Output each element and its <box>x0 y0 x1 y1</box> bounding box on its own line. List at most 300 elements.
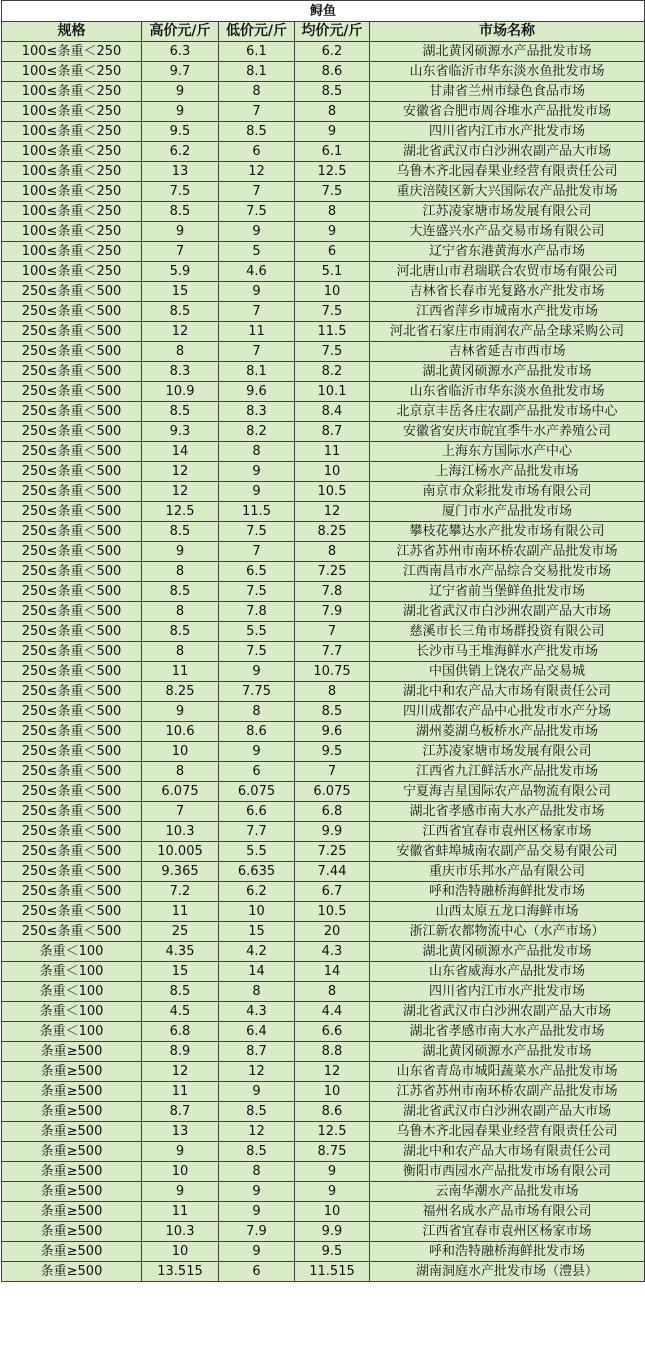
table-row <box>2 382 645 402</box>
cell-market-name: 辽宁省前当堡鲜鱼批发市场 <box>370 582 645 602</box>
cell-high-price: 6.075 <box>142 782 219 802</box>
cell-high-price: 9 <box>142 102 219 122</box>
cell-spec: 条重≥500 <box>2 1042 142 1062</box>
cell-market-name: 湖北省武汉市白沙洲农副产品大市场 <box>370 1002 645 1022</box>
cell-low-price: 7 <box>219 342 295 362</box>
cell-low-price: 7.5 <box>219 582 295 602</box>
cell-low-price: 11 <box>219 322 295 342</box>
cell-avg-price: 8 <box>295 542 370 562</box>
cell-high-price: 10.3 <box>142 1222 219 1242</box>
cell-avg-price: 8.5 <box>295 82 370 102</box>
cell-spec: 250≤条重＜500 <box>2 522 142 542</box>
cell-low-price: 8.7 <box>219 1042 295 1062</box>
cell-avg-price: 6.6 <box>295 1022 370 1042</box>
cell-avg-price: 8 <box>295 982 370 1002</box>
cell-spec: 条重≥500 <box>2 1162 142 1182</box>
cell-high-price: 13 <box>142 1122 219 1142</box>
cell-spec: 250≤条重＜500 <box>2 282 142 302</box>
table-row <box>2 862 645 882</box>
cell-low-price: 9 <box>219 662 295 682</box>
cell-spec: 100≤条重＜250 <box>2 142 142 162</box>
cell-high-price: 8.5 <box>142 522 219 542</box>
cell-low-price: 8.2 <box>219 422 295 442</box>
table-row <box>2 62 645 82</box>
cell-low-price: 6 <box>219 142 295 162</box>
cell-low-price: 8 <box>219 82 295 102</box>
cell-low-price: 7 <box>219 542 295 562</box>
cell-spec: 250≤条重＜500 <box>2 582 142 602</box>
cell-low-price: 6.635 <box>219 862 295 882</box>
cell-market-name: 山东省临沂市华东淡水鱼批发市场 <box>370 62 645 82</box>
cell-low-price: 9 <box>219 1242 295 1262</box>
table-row <box>2 562 645 582</box>
cell-low-price: 9 <box>219 742 295 762</box>
cell-spec: 250≤条重＜500 <box>2 802 142 822</box>
cell-market-name: 呼和浩特融桥海鲜批发市场 <box>370 1242 645 1262</box>
cell-avg-price: 10.75 <box>295 662 370 682</box>
cell-market-name: 江西省宜春市袁州区杨家市场 <box>370 822 645 842</box>
cell-market-name: 湖北省武汉市白沙洲农副产品大市场 <box>370 1102 645 1122</box>
cell-spec: 250≤条重＜500 <box>2 882 142 902</box>
cell-low-price: 8.1 <box>219 62 295 82</box>
cell-spec: 100≤条重＜250 <box>2 242 142 262</box>
table-row <box>2 602 645 622</box>
cell-low-price: 9 <box>219 1082 295 1102</box>
cell-market-name: 湖北省武汉市白沙洲农副产品大市场 <box>370 602 645 622</box>
cell-spec: 250≤条重＜500 <box>2 722 142 742</box>
cell-spec: 条重＜100 <box>2 962 142 982</box>
table-row <box>2 482 645 502</box>
cell-high-price: 6.3 <box>142 42 219 62</box>
cell-avg-price: 10 <box>295 1202 370 1222</box>
cell-high-price: 15 <box>142 962 219 982</box>
cell-market-name: 湖北省孝感市南大水产品批发市场 <box>370 802 645 822</box>
cell-high-price: 9.3 <box>142 422 219 442</box>
cell-market-name: 河北省石家庄市雨润农产品全球采购公司 <box>370 322 645 342</box>
cell-high-price: 9 <box>142 1142 219 1162</box>
cell-market-name: 上海东方国际水产中心 <box>370 442 645 462</box>
cell-low-price: 8 <box>219 1162 295 1182</box>
cell-high-price: 12 <box>142 462 219 482</box>
cell-spec: 条重≥500 <box>2 1202 142 1222</box>
cell-high-price: 7 <box>142 242 219 262</box>
cell-market-name: 重庆涪陵区新大兴国际农产品批发市场 <box>370 182 645 202</box>
cell-spec: 250≤条重＜500 <box>2 502 142 522</box>
header-high-price: 高价元/斤 <box>142 22 219 42</box>
cell-spec: 250≤条重＜500 <box>2 462 142 482</box>
cell-spec: 100≤条重＜250 <box>2 82 142 102</box>
table-row <box>2 1122 645 1142</box>
cell-spec: 条重≥500 <box>2 1262 142 1282</box>
table-row <box>2 1102 645 1122</box>
cell-market-name: 山西太原五龙口海鲜市场 <box>370 902 645 922</box>
cell-avg-price: 4.4 <box>295 1002 370 1022</box>
cell-avg-price: 10.5 <box>295 482 370 502</box>
cell-spec: 条重＜100 <box>2 982 142 1002</box>
cell-low-price: 5.5 <box>219 842 295 862</box>
cell-spec: 250≤条重＜500 <box>2 402 142 422</box>
cell-market-name: 江苏省苏州市南环桥农副产品批发市场 <box>370 1082 645 1102</box>
cell-market-name: 湖北省孝感市南大水产品批发市场 <box>370 1022 645 1042</box>
cell-low-price: 7.5 <box>219 202 295 222</box>
cell-high-price: 8 <box>142 562 219 582</box>
cell-spec: 250≤条重＜500 <box>2 642 142 662</box>
cell-market-name: 河北唐山市君瑞联合农贸市场有限公司 <box>370 262 645 282</box>
cell-avg-price: 7.5 <box>295 182 370 202</box>
table-row <box>2 282 645 302</box>
cell-high-price: 25 <box>142 922 219 942</box>
cell-avg-price: 9 <box>295 222 370 242</box>
cell-high-price: 15 <box>142 282 219 302</box>
table-row <box>2 42 645 62</box>
cell-high-price: 8.7 <box>142 1102 219 1122</box>
header-low-price: 低价元/斤 <box>219 22 295 42</box>
cell-market-name: 上海江杨水产品批发市场 <box>370 462 645 482</box>
cell-market-name: 北京京丰岳各庄农副产品批发市场中心 <box>370 402 645 422</box>
cell-market-name: 中国供销上饶农产品交易城 <box>370 662 645 682</box>
cell-spec: 100≤条重＜250 <box>2 62 142 82</box>
cell-spec: 250≤条重＜500 <box>2 342 142 362</box>
cell-high-price: 11 <box>142 1202 219 1222</box>
cell-high-price: 8.5 <box>142 982 219 1002</box>
cell-high-price: 5.9 <box>142 262 219 282</box>
table-row <box>2 1202 645 1222</box>
cell-avg-price: 9 <box>295 1182 370 1202</box>
cell-spec: 条重≥500 <box>2 1062 142 1082</box>
cell-high-price: 10.3 <box>142 822 219 842</box>
cell-spec: 250≤条重＜500 <box>2 442 142 462</box>
cell-low-price: 6.5 <box>219 562 295 582</box>
table-row <box>2 882 645 902</box>
cell-avg-price: 10 <box>295 1082 370 1102</box>
cell-spec: 250≤条重＜500 <box>2 762 142 782</box>
cell-market-name: 攀枝花攀达水产批发市场有限公司 <box>370 522 645 542</box>
cell-spec: 100≤条重＜250 <box>2 202 142 222</box>
cell-avg-price: 8.8 <box>295 1042 370 1062</box>
cell-high-price: 12 <box>142 1062 219 1082</box>
cell-spec: 条重≥500 <box>2 1122 142 1142</box>
cell-low-price: 9 <box>219 1202 295 1222</box>
cell-spec: 条重≥500 <box>2 1242 142 1262</box>
cell-high-price: 11 <box>142 1082 219 1102</box>
cell-low-price: 7.7 <box>219 822 295 842</box>
table-row <box>2 782 645 802</box>
table-row <box>2 362 645 382</box>
cell-spec: 条重≥500 <box>2 1082 142 1102</box>
table-row <box>2 462 645 482</box>
cell-high-price: 7.5 <box>142 182 219 202</box>
cell-market-name: 江苏凌家塘市场发展有限公司 <box>370 202 645 222</box>
cell-low-price: 12 <box>219 162 295 182</box>
cell-market-name: 湖州菱湖乌板桥水产品批发市场 <box>370 722 645 742</box>
cell-spec: 100≤条重＜250 <box>2 262 142 282</box>
cell-market-name: 甘肃省兰州市绿色食品市场 <box>370 82 645 102</box>
cell-market-name: 安徽省合肥市周谷堆水产品批发市场 <box>370 102 645 122</box>
cell-low-price: 12 <box>219 1062 295 1082</box>
cell-market-name: 重庆市乐邦水产品有限公司 <box>370 862 645 882</box>
cell-spec: 250≤条重＜500 <box>2 302 142 322</box>
cell-market-name: 江苏凌家塘市场发展有限公司 <box>370 742 645 762</box>
cell-low-price: 7 <box>219 102 295 122</box>
cell-avg-price: 14 <box>295 962 370 982</box>
cell-market-name: 江苏省苏州市南环桥农副产品批发市场 <box>370 542 645 562</box>
cell-high-price: 10 <box>142 1242 219 1262</box>
cell-market-name: 福州名成水产品市场有限公司 <box>370 1202 645 1222</box>
cell-avg-price: 6.2 <box>295 42 370 62</box>
cell-avg-price: 8.6 <box>295 1102 370 1122</box>
cell-market-name: 乌鲁木齐北园春果业经营有限责任公司 <box>370 1122 645 1142</box>
cell-low-price: 9 <box>219 1182 295 1202</box>
cell-low-price: 8.6 <box>219 722 295 742</box>
cell-spec: 250≤条重＜500 <box>2 542 142 562</box>
cell-avg-price: 6 <box>295 242 370 262</box>
table-row <box>2 682 645 702</box>
cell-high-price: 4.35 <box>142 942 219 962</box>
cell-spec: 100≤条重＜250 <box>2 102 142 122</box>
cell-avg-price: 12 <box>295 1062 370 1082</box>
cell-avg-price: 5.1 <box>295 262 370 282</box>
table-body <box>2 42 645 1282</box>
cell-market-name: 长沙市马王堆海鲜水产批发市场 <box>370 642 645 662</box>
cell-high-price: 7.2 <box>142 882 219 902</box>
cell-market-name: 南京市众彩批发市场有限公司 <box>370 482 645 502</box>
cell-low-price: 9 <box>219 462 295 482</box>
cell-avg-price: 7.7 <box>295 642 370 662</box>
cell-high-price: 7 <box>142 802 219 822</box>
cell-low-price: 6 <box>219 762 295 782</box>
cell-high-price: 9 <box>142 222 219 242</box>
cell-high-price: 9 <box>142 542 219 562</box>
cell-low-price: 9 <box>219 222 295 242</box>
cell-avg-price: 12 <box>295 502 370 522</box>
cell-market-name: 湖北中和农产品大市场有限责任公司 <box>370 1142 645 1162</box>
cell-market-name: 江西省宜春市袁州区杨家市场 <box>370 1222 645 1242</box>
table-row <box>2 542 645 562</box>
table-row <box>2 102 645 122</box>
cell-spec: 250≤条重＜500 <box>2 782 142 802</box>
table-row <box>2 202 645 222</box>
cell-avg-price: 7.5 <box>295 342 370 362</box>
cell-spec: 250≤条重＜500 <box>2 482 142 502</box>
cell-avg-price: 7 <box>295 762 370 782</box>
cell-avg-price: 8.6 <box>295 62 370 82</box>
table-row <box>2 262 645 282</box>
cell-market-name: 江西省九江鲜活水产品批发市场 <box>370 762 645 782</box>
cell-high-price: 13.515 <box>142 1262 219 1282</box>
cell-avg-price: 9.5 <box>295 742 370 762</box>
cell-avg-price: 7.8 <box>295 582 370 602</box>
cell-high-price: 8 <box>142 642 219 662</box>
cell-high-price: 9 <box>142 1182 219 1202</box>
table-row <box>2 1082 645 1102</box>
cell-high-price: 8.9 <box>142 1042 219 1062</box>
cell-spec: 100≤条重＜250 <box>2 42 142 62</box>
cell-avg-price: 4.3 <box>295 942 370 962</box>
cell-market-name: 江西南昌市水产品综合交易批发市场 <box>370 562 645 582</box>
cell-market-name: 山东省临沂市华东淡水鱼批发市场 <box>370 382 645 402</box>
price-table <box>1 0 645 1282</box>
cell-market-name: 湖北黄冈硕源水产品批发市场 <box>370 42 645 62</box>
cell-avg-price: 12.5 <box>295 162 370 182</box>
cell-avg-price: 10 <box>295 282 370 302</box>
cell-avg-price: 8.2 <box>295 362 370 382</box>
cell-market-name: 山东省青岛市城阳蔬菜水产品批发市场 <box>370 1062 645 1082</box>
cell-high-price: 8.5 <box>142 582 219 602</box>
cell-low-price: 5 <box>219 242 295 262</box>
cell-low-price: 5.5 <box>219 622 295 642</box>
cell-high-price: 8.25 <box>142 682 219 702</box>
cell-market-name: 大连盛兴水产品交易市场有限公司 <box>370 222 645 242</box>
table-row <box>2 182 645 202</box>
cell-low-price: 6.1 <box>219 42 295 62</box>
table-row <box>2 622 645 642</box>
cell-market-name: 四川省内江市水产批发市场 <box>370 122 645 142</box>
cell-spec: 250≤条重＜500 <box>2 742 142 762</box>
table-row <box>2 442 645 462</box>
cell-market-name: 湖南洞庭水产批发市场（澧县） <box>370 1262 645 1282</box>
cell-avg-price: 6.7 <box>295 882 370 902</box>
cell-low-price: 9.6 <box>219 382 295 402</box>
cell-spec: 100≤条重＜250 <box>2 122 142 142</box>
cell-market-name: 湖北黄冈硕源水产品批发市场 <box>370 942 645 962</box>
table-row <box>2 922 645 942</box>
cell-avg-price: 10.1 <box>295 382 370 402</box>
table-title: 鲟鱼 <box>2 1 645 22</box>
cell-avg-price: 6.075 <box>295 782 370 802</box>
cell-spec: 250≤条重＜500 <box>2 682 142 702</box>
cell-avg-price: 9 <box>295 1162 370 1182</box>
cell-low-price: 7.5 <box>219 642 295 662</box>
cell-spec: 250≤条重＜500 <box>2 322 142 342</box>
table-row <box>2 1022 645 1042</box>
cell-market-name: 四川成都农产品中心批发市水产分场 <box>370 702 645 722</box>
header-spec: 规格 <box>2 22 142 42</box>
cell-avg-price: 7.25 <box>295 562 370 582</box>
cell-high-price: 10.6 <box>142 722 219 742</box>
cell-high-price: 8.5 <box>142 622 219 642</box>
cell-spec: 250≤条重＜500 <box>2 862 142 882</box>
cell-high-price: 6.2 <box>142 142 219 162</box>
cell-avg-price: 6.1 <box>295 142 370 162</box>
cell-spec: 250≤条重＜500 <box>2 902 142 922</box>
cell-high-price: 14 <box>142 442 219 462</box>
cell-low-price: 8.5 <box>219 1142 295 1162</box>
table-row <box>2 82 645 102</box>
table-row <box>2 402 645 422</box>
cell-high-price: 6.8 <box>142 1022 219 1042</box>
table-row <box>2 522 645 542</box>
cell-high-price: 9.5 <box>142 122 219 142</box>
table-row <box>2 1162 645 1182</box>
cell-avg-price: 8 <box>295 102 370 122</box>
cell-high-price: 8 <box>142 762 219 782</box>
cell-market-name: 浙江新农都物流中心（水产市场） <box>370 922 645 942</box>
cell-high-price: 12.5 <box>142 502 219 522</box>
table-row <box>2 802 645 822</box>
cell-low-price: 8.1 <box>219 362 295 382</box>
table-row <box>2 742 645 762</box>
cell-avg-price: 8.75 <box>295 1142 370 1162</box>
cell-spec: 100≤条重＜250 <box>2 182 142 202</box>
cell-market-name: 四川省内江市水产批发市场 <box>370 982 645 1002</box>
cell-low-price: 4.3 <box>219 1002 295 1022</box>
table-row <box>2 1182 645 1202</box>
cell-low-price: 6.2 <box>219 882 295 902</box>
cell-low-price: 10 <box>219 902 295 922</box>
cell-avg-price: 11.5 <box>295 322 370 342</box>
cell-high-price: 12 <box>142 482 219 502</box>
cell-high-price: 12 <box>142 322 219 342</box>
cell-high-price: 4.5 <box>142 1002 219 1022</box>
table-row <box>2 842 645 862</box>
cell-avg-price: 9.6 <box>295 722 370 742</box>
cell-avg-price: 9 <box>295 122 370 142</box>
table-row <box>2 1222 645 1242</box>
cell-market-name: 乌鲁木齐北园春果业经营有限责任公司 <box>370 162 645 182</box>
cell-avg-price: 7.5 <box>295 302 370 322</box>
cell-avg-price: 10.5 <box>295 902 370 922</box>
cell-spec: 250≤条重＜500 <box>2 382 142 402</box>
table-row <box>2 662 645 682</box>
cell-spec: 条重＜100 <box>2 942 142 962</box>
cell-spec: 条重＜100 <box>2 1002 142 1022</box>
cell-spec: 250≤条重＜500 <box>2 622 142 642</box>
cell-spec: 条重≥500 <box>2 1222 142 1242</box>
cell-market-name: 湖北黄冈硕源水产品批发市场 <box>370 1042 645 1062</box>
table-row <box>2 242 645 262</box>
cell-avg-price: 6.8 <box>295 802 370 822</box>
cell-low-price: 8 <box>219 442 295 462</box>
cell-spec: 250≤条重＜500 <box>2 422 142 442</box>
cell-low-price: 14 <box>219 962 295 982</box>
cell-high-price: 9.365 <box>142 862 219 882</box>
cell-low-price: 12 <box>219 1122 295 1142</box>
cell-high-price: 11 <box>142 662 219 682</box>
cell-high-price: 8.5 <box>142 402 219 422</box>
cell-low-price: 4.2 <box>219 942 295 962</box>
cell-high-price: 8.3 <box>142 362 219 382</box>
table-row <box>2 822 645 842</box>
table-row <box>2 982 645 1002</box>
cell-avg-price: 9.5 <box>295 1242 370 1262</box>
cell-avg-price: 12.5 <box>295 1122 370 1142</box>
cell-low-price: 7 <box>219 302 295 322</box>
cell-low-price: 11.5 <box>219 502 295 522</box>
table-row <box>2 722 645 742</box>
cell-market-name: 吉林省延吉市西市场 <box>370 342 645 362</box>
table-row <box>2 1262 645 1282</box>
table-row <box>2 1002 645 1022</box>
cell-high-price: 8 <box>142 602 219 622</box>
table-row <box>2 142 645 162</box>
cell-spec: 250≤条重＜500 <box>2 702 142 722</box>
cell-avg-price: 20 <box>295 922 370 942</box>
header-market-name: 市场名称 <box>370 22 645 42</box>
cell-low-price: 7.9 <box>219 1222 295 1242</box>
cell-low-price: 8 <box>219 982 295 1002</box>
title-row <box>2 1 645 22</box>
table-row <box>2 1062 645 1082</box>
cell-avg-price: 7.44 <box>295 862 370 882</box>
cell-market-name: 云南华潮水产品批发市场 <box>370 1182 645 1202</box>
cell-low-price: 7 <box>219 182 295 202</box>
cell-low-price: 7.5 <box>219 522 295 542</box>
cell-avg-price: 8 <box>295 202 370 222</box>
table-row <box>2 762 645 782</box>
table-row <box>2 502 645 522</box>
cell-low-price: 8 <box>219 702 295 722</box>
table-row <box>2 702 645 722</box>
